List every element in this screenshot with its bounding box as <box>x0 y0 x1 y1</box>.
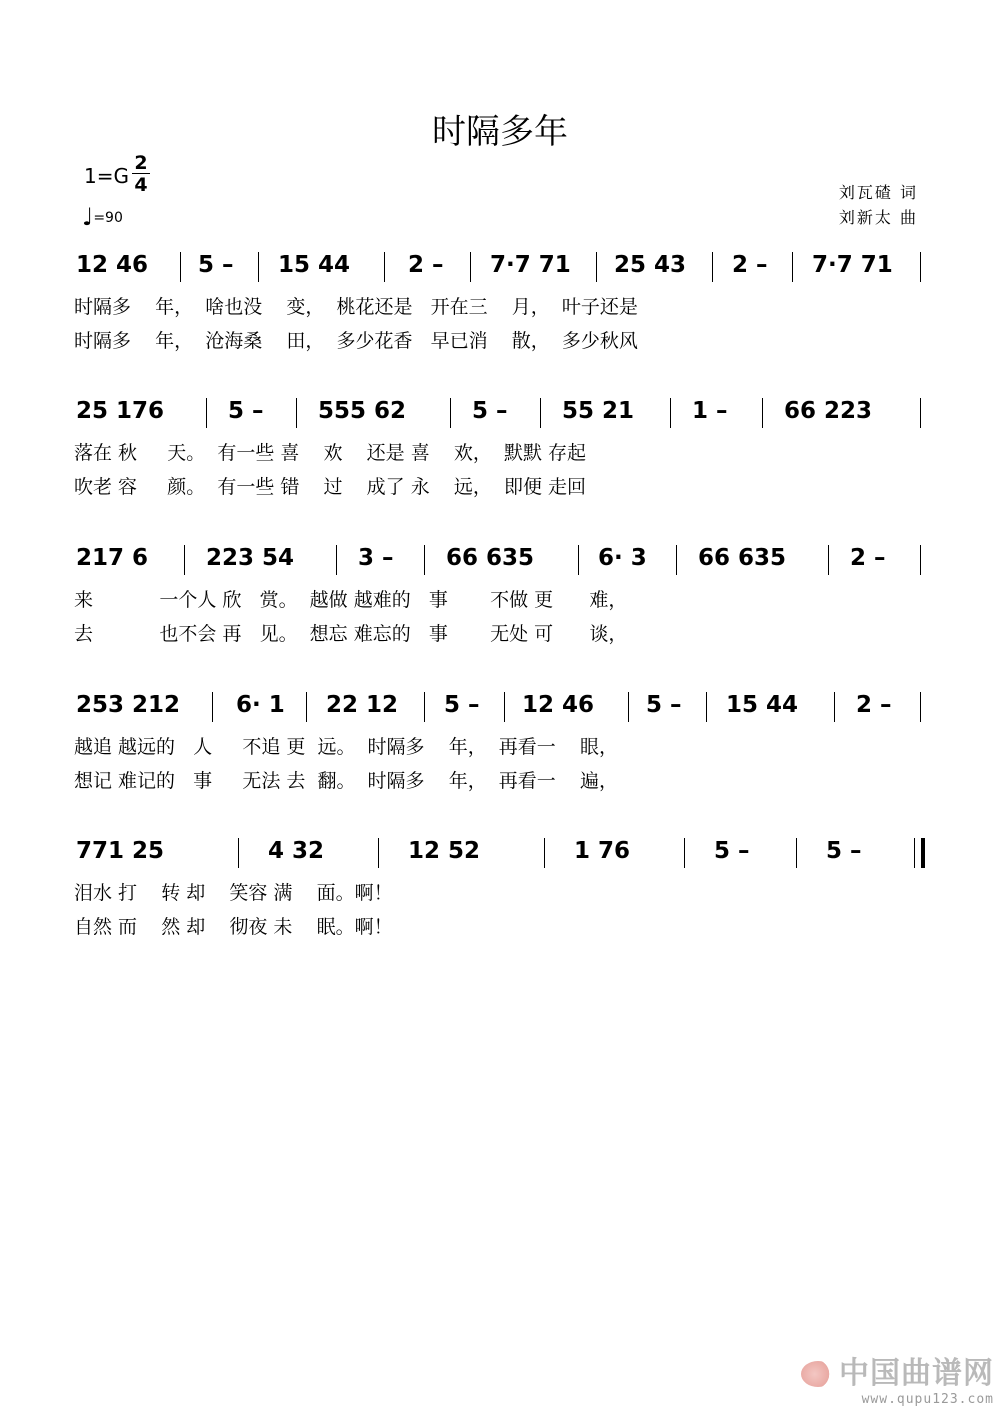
measure-32: 4 32 <box>268 838 325 864</box>
watermark-logo: 中国曲谱网 <box>801 1348 994 1392</box>
watermark <box>801 1348 994 1407</box>
composer-credit: 刘新太 曲 <box>838 208 918 227</box>
measure-12: 5 – <box>472 398 508 424</box>
lyric-verse-2: 去 也不会 再 见。 想忘 难忘的 事 无处 可 谈， <box>74 623 628 645</box>
time-signature-bottom: 4 <box>134 174 148 196</box>
measure-33: 12 52 <box>408 838 481 864</box>
lyric-verse-1: 来 一个人 欣 赏。 越做 越难的 事 不做 更 难， <box>74 589 628 611</box>
measure-23: 253 212 <box>76 692 181 718</box>
measure-11: 555 62 <box>318 398 407 424</box>
site-logo-icon <box>801 1361 835 1387</box>
measure-1: 12 46 <box>76 252 149 278</box>
measure-19: 66 635 <box>446 545 535 571</box>
final-barline <box>914 838 925 868</box>
measure-14: 1 – <box>692 398 728 424</box>
measure-8: 7·7 71 <box>812 252 893 278</box>
measure-10: 5 – <box>228 398 264 424</box>
page-title: 时隔多年 <box>432 112 568 152</box>
measure-2: 5 – <box>198 252 234 278</box>
measure-5: 7·7 71 <box>490 252 571 278</box>
measure-35: 5 – <box>714 838 750 864</box>
measure-13: 55 21 <box>562 398 635 424</box>
time-signature-top: 2 <box>134 152 148 174</box>
lyric-verse-2: 时隔多 年， 沧海桑 田， 多少花香 早已消 散， 多少秋风 <box>74 330 638 352</box>
measure-6: 25 43 <box>614 252 687 278</box>
lyric-verse-2: 自然 而 然 却 彻夜 未 眠。啊！ <box>74 916 393 938</box>
key-signature: 1=G <box>84 164 129 188</box>
measure-31: 771 25 <box>76 838 165 864</box>
measure-30: 2 – <box>856 692 892 718</box>
measure-24: 6· 1 <box>236 692 285 718</box>
measure-22: 2 – <box>850 545 886 571</box>
measure-26: 5 – <box>444 692 480 718</box>
measure-4: 2 – <box>408 252 444 278</box>
credits <box>839 180 918 230</box>
measure-18: 3 – <box>358 545 394 571</box>
tempo-marking <box>82 203 123 231</box>
measure-17: 223 54 <box>206 545 295 571</box>
measure-34: 1 76 <box>574 838 631 864</box>
measure-29: 15 44 <box>726 692 799 718</box>
lyric-verse-1: 落在 秋 天。 有一些 喜 欢 还是 喜 欢， 默默 存起 <box>74 442 586 464</box>
measure-25: 22 12 <box>326 692 399 718</box>
measure-16: 217 6 <box>76 545 149 571</box>
measure-20: 6· 3 <box>598 545 647 571</box>
lyric-verse-2: 吹老 容 颜。 有一些 错 过 成了 永 远， 即便 走回 <box>74 476 586 498</box>
measure-15: 66 223 <box>784 398 873 424</box>
measure-7: 2 – <box>732 252 768 278</box>
lyricist-credit: 刘瓦碴 词 <box>838 183 918 202</box>
watermark-url: www.qupu123.com <box>861 1392 994 1407</box>
lyric-verse-1: 越追 越远的 人 不追 更 远。 时隔多 年， 再看一 眼， <box>74 736 618 758</box>
measure-28: 5 – <box>646 692 682 718</box>
measure-3: 15 44 <box>278 252 351 278</box>
quarter-note-icon: ♩ <box>82 203 94 231</box>
lyric-verse-1: 时隔多 年， 啥也没 变， 桃花还是 开在三 月， 叶子还是 <box>74 296 638 318</box>
time-signature <box>132 154 150 194</box>
lyric-verse-1: 泪水 打 转 却 笑容 满 面。啊！ <box>74 882 393 904</box>
tempo-value: =90 <box>93 210 123 226</box>
measure-27: 12 46 <box>522 692 595 718</box>
lyric-verse-2: 想记 难记的 事 无法 去 翻。 时隔多 年， 再看一 遍， <box>74 770 618 792</box>
measure-21: 66 635 <box>698 545 787 571</box>
measure-36: 5 – <box>826 838 862 864</box>
measure-9: 25 176 <box>76 398 165 424</box>
